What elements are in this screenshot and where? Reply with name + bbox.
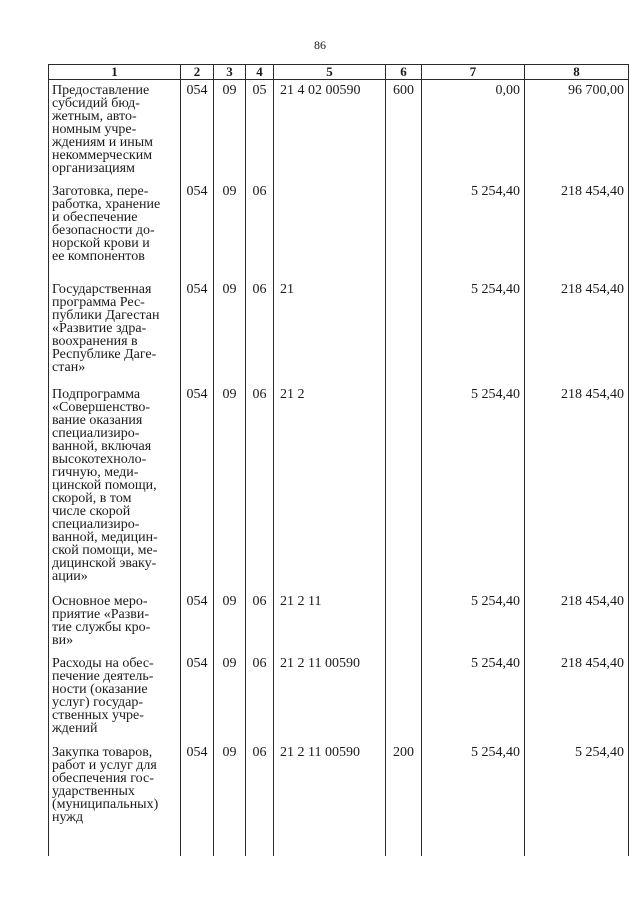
subsection-code: 06: [246, 279, 274, 384]
amount-col7: 5 254,40: [422, 742, 525, 856]
section-code: 09: [214, 742, 246, 856]
amount-col8: 218 454,40: [525, 653, 629, 742]
subsection-code: 06: [246, 384, 274, 591]
column-header: 6: [386, 65, 422, 80]
target-article-code: 21 2: [274, 384, 386, 591]
row-name: Государственная программа Рес- публики Дагестан «Развитие здра- воохранения в Республике Даге- стан»: [49, 279, 181, 384]
section-code: 09: [214, 653, 246, 742]
amount-col8: 96 700,00: [525, 80, 629, 181]
subsection-code: 05: [246, 80, 274, 181]
ministry-code: 054: [181, 742, 214, 856]
ministry-code: 054: [181, 591, 214, 653]
target-article-code: 21: [274, 279, 386, 384]
table-header-row: [49, 65, 629, 80]
section-code: 09: [214, 384, 246, 591]
row-name: Расходы на обес- печение деятель- ности (оказание услуг) государ- ственных учре- ждений: [49, 653, 181, 742]
section-code: 09: [214, 279, 246, 384]
ministry-code: 054: [181, 653, 214, 742]
ministry-code: 054: [181, 80, 214, 181]
amount-col7: 0,00: [422, 80, 525, 181]
target-article-code: 21 2 11: [274, 591, 386, 653]
column-header: 2: [181, 65, 214, 80]
column-header: 3: [214, 65, 246, 80]
column-header: 1: [49, 65, 181, 80]
section-code: 09: [214, 80, 246, 181]
target-article-code: 21 2 11 00590: [274, 653, 386, 742]
column-header: 5: [274, 65, 386, 80]
amount-col7: 5 254,40: [422, 653, 525, 742]
expense-type-code: [386, 181, 422, 279]
amount-col8: 5 254,40: [525, 742, 629, 856]
table-row: [49, 181, 629, 279]
target-article-code: 21 2 11 00590: [274, 742, 386, 856]
table-row: [49, 591, 629, 653]
page-number: 86: [314, 38, 326, 52]
amount-col7: 5 254,40: [422, 279, 525, 384]
ministry-code: 054: [181, 384, 214, 591]
table-row: [49, 279, 629, 384]
target-article-code: 21 4 02 00590: [274, 80, 386, 181]
row-name: Закупка товаров, работ и услуг для обеспечения гос- ударственных (муниципальных) нужд: [49, 742, 181, 856]
subsection-code: 06: [246, 181, 274, 279]
row-name: Подпрограмма «Совершенство- вание оказания специализиро- ванной, включая высокотехноло- гичную, меди- цинской помощи, скорой, в том числе скорой специализиро- ванной, медицин- ской помощи, ме- дицинской эваку- ации»: [49, 384, 181, 591]
amount-col8: 218 454,40: [525, 384, 629, 591]
section-code: 09: [214, 181, 246, 279]
amount-col8: 218 454,40: [525, 591, 629, 653]
amount-col8: 218 454,40: [525, 279, 629, 384]
row-name: Основное меро- приятие «Разви- тие службы кро- ви»: [49, 591, 181, 653]
table-row: [49, 384, 629, 591]
expense-type-code: 200: [386, 742, 422, 856]
ministry-code: 054: [181, 181, 214, 279]
table-row: [49, 653, 629, 742]
target-article-code: [274, 181, 386, 279]
expense-type-code: [386, 279, 422, 384]
column-header: 7: [422, 65, 525, 80]
table-row: [49, 80, 629, 181]
expense-type-code: [386, 591, 422, 653]
budget-table: [48, 64, 629, 856]
amount-col8: 218 454,40: [525, 181, 629, 279]
subsection-code: 06: [246, 591, 274, 653]
row-name: Предоставление субсидий бюд- жетным, авто- номным учре- ждениям и иным некоммерческим организациям: [49, 80, 181, 181]
amount-col7: 5 254,40: [422, 384, 525, 591]
ministry-code: 054: [181, 279, 214, 384]
subsection-code: 06: [246, 742, 274, 856]
column-header: 8: [525, 65, 629, 80]
expense-type-code: 600: [386, 80, 422, 181]
row-name: Заготовка, пере- работка, хранение и обеспечение безопасности до- норской крови и ее компонентов: [49, 181, 181, 279]
column-header: 4: [246, 65, 274, 80]
table-row: [49, 742, 629, 856]
expense-type-code: [386, 384, 422, 591]
amount-col7: 5 254,40: [422, 181, 525, 279]
section-code: 09: [214, 591, 246, 653]
subsection-code: 06: [246, 653, 274, 742]
expense-type-code: [386, 653, 422, 742]
amount-col7: 5 254,40: [422, 591, 525, 653]
